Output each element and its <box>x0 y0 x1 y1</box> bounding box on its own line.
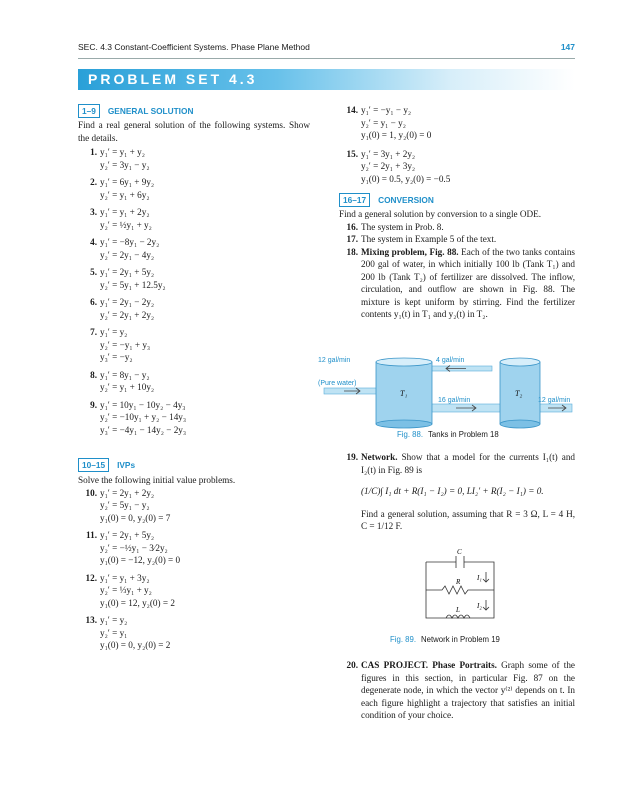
i2-label: I₂ <box>477 602 482 610</box>
section-title: SEC. 4.3 Constant-Coefficient Systems. Phase Plane Method <box>78 42 310 52</box>
outflow-rate-label: 12 gal/min <box>538 397 571 404</box>
network-equation: (1/C)∫ I₁ dt + R(I₁ − I₂) = 0, LI₂′ + R(I₂ − I₁) = 0. <box>361 486 544 496</box>
resistor <box>426 586 494 594</box>
tanks-figure <box>316 352 578 442</box>
problem-12: 12. y₁′ = y₁ + 3y₂ y₂′ = ⅓y₁ + y₂ y₁(0) = 12, y₂(0) = 2 <box>85 572 175 608</box>
capacitor-label: C <box>457 548 462 556</box>
mid-rate-label: 16 gal/min <box>438 397 471 404</box>
problem-15: 15. y₁′ = 3y₁ + 2y₂ y₂′ = 2y₁ + 3y₂ y₁(0) = 0.5, y₂(0) = −0.5 <box>346 148 451 184</box>
section-intro-ivps: Solve the following initial value problems. <box>78 475 236 485</box>
problem-5: 5. y₁′ = 2y₁ + 5y₂ y₂′ = 5y₁ + 12.5y₂ <box>90 267 166 290</box>
problem-2: 2. y₁′ = 6y₁ + 9y₂ y₂′ = y₁ + 6y₂ <box>90 177 155 200</box>
problem-10: 10. y₁′ = 2y₁ + 2y₂ y₂′ = 5y₁ − y₂ y₁(0) = 0, y₂(0) = 7 <box>85 487 171 523</box>
problem-14: 14. y₁′ = −y₁ − y₂ y₂′ = y₁ − y₂ y₁(0) = 1, y₂(0) = 0 <box>346 105 432 140</box>
problem-set-banner <box>78 69 575 90</box>
banner-title: PROBLEM SET 4.3 <box>88 71 258 87</box>
problem-16: 16. The system in Prob. 8. <box>346 221 444 232</box>
section-heading-ivps: 10–15 IVPs <box>78 458 310 472</box>
tank-2-label: T₂ <box>515 389 523 398</box>
inductor-label: L <box>456 606 460 614</box>
network-figure <box>420 548 500 628</box>
right-column-lower <box>339 451 575 533</box>
problem-8: 8. y₁′ = 8y₁ − y₂ y₂′ = y₁ + 10y₂ <box>90 369 155 392</box>
i2-arrow <box>483 600 489 610</box>
problem-19: 19. Network. Show that a model for the currents I₁(t) and I₂(t) in Fig. 89 is <box>346 452 576 475</box>
left-column <box>78 104 310 652</box>
right-column-bottom <box>339 659 575 722</box>
section-heading-general: 1–9 GENERAL SOLUTION <box>78 104 310 118</box>
page-number: 147 <box>560 42 575 52</box>
problem-1: 1. y₁′ = y₁ + y₂ y₂′ = 3y₁ − y₂ <box>90 147 150 170</box>
inductor <box>446 615 470 618</box>
problem-7: 7. y₁′ = y₂ y₂′ = −y₁ + y₃ y₃′ = −y₂ <box>90 327 151 362</box>
problem-4: 4. y₁′ = −8y₁ − 2y₂ y₂′ = 2y₁ − 4y₂ <box>90 237 160 260</box>
return-rate-label: 4 gal/min <box>436 357 465 364</box>
section-intro: Find a real general solution of the following systems. Show the details. <box>78 120 310 143</box>
fig89-caption: Fig. 89. Network in Problem 19 <box>390 635 500 644</box>
problem-13: 13. y₁′ = y₂ y₂′ = y₁ y₁(0) = 0, y₂(0) = 2 <box>85 615 171 650</box>
section-intro-conversion: Find a general solution by conversion to a single ODE. <box>339 209 542 219</box>
header-rule <box>78 58 575 59</box>
section-heading-conversion: 16–17 CONVERSION <box>339 193 575 207</box>
tank-1-label: T₁ <box>400 389 408 398</box>
problem-18: 18. Mixing problem, Fig. 88. Each of the two tanks contains 200 gal of water, in which initially 100 lb (Tank T₁) and 200 lb (Tank T₂) of fertilizer are dissolved. The inflow, circulation, and outflow are shown in Fig. 88. The mixture is kept uniform by stirring. Find the fertilizer contents y₁(t) in T₁ and y₂(t) in T₂. <box>346 246 576 319</box>
problem-3: 3. y₁′ = y₁ + 2y₂ y₂′ = ½y₁ + y₂ <box>90 207 152 230</box>
i1-arrow <box>483 572 489 582</box>
problem-9: 9. y₁′ = 10y₁ − 10y₂ − 4y₃ y₂′ = −10y₁ + y₂ − 14y₃ y₃′ = −4y₁ − 14y₂ − 2y₃ <box>90 399 187 435</box>
capacitor <box>456 556 464 568</box>
problem-20: 20. CAS PROJECT. Phase Portraits. Graph some of the figures in this section, in particular Fig. 87 on the degenerate node, in which the vector y⁽²⁾ depends on t. In each figure highlight a trajectory that satisfies an initial condition of your choice. <box>346 660 575 720</box>
i1-label: I₁ <box>477 574 482 582</box>
running-header <box>78 42 575 56</box>
pure-water-label: (Pure water) <box>318 380 357 387</box>
fig88-caption: Fig. 88. Tanks in Problem 18 <box>397 430 499 439</box>
resistor-label: R <box>456 578 461 586</box>
problem-17: 17. The system in Example 5 of the text. <box>346 234 497 244</box>
problem-11: 11. y₁′ = 2y₁ + 5y₂ y₂′ = −½y₁ − 3⁄2y₂ y₁(0) = −12, y₂(0) = 0 <box>86 530 181 565</box>
right-column <box>339 104 575 321</box>
problem-19-assumption: Find a general solution, assuming that R = 3 Ω, L = 4 H, C = 1/12 F. <box>361 508 575 531</box>
problem-6: 6. y₁′ = 2y₁ − 2y₂ y₂′ = 2y₁ + 2y₂ <box>90 297 155 320</box>
inflow-rate-label: 12 gal/min <box>318 357 351 364</box>
